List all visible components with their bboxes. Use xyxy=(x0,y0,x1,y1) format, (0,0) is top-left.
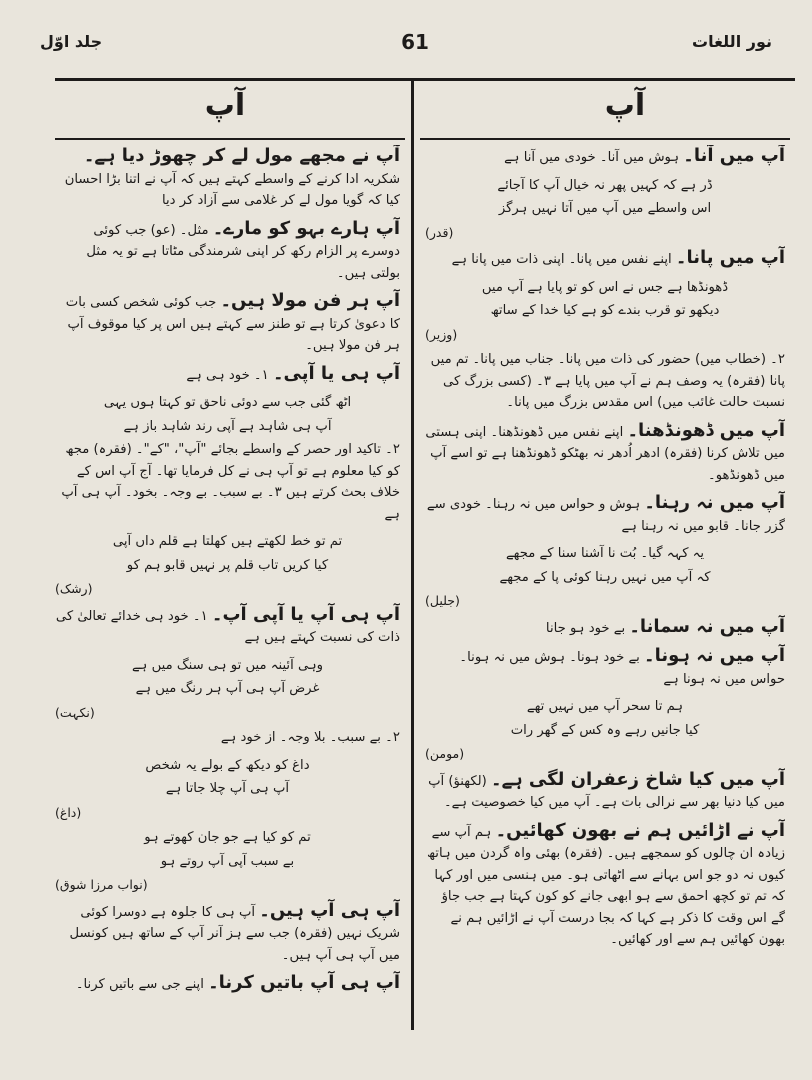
verse-line: غرض آپ ہی آپ ہر رنگ میں ہے xyxy=(135,681,320,696)
header-rule xyxy=(55,78,795,81)
poet-attribution: (نواب مرزا شوق) xyxy=(55,877,148,892)
headword: آپ ہی آپ باتیں کرنا۔ xyxy=(208,972,400,993)
headword: آپ نے مجھے مول لے کر چھوڑ دیا ہے۔ xyxy=(83,145,400,166)
definition: ہوش میں آنا۔ خودی میں آنا ہے xyxy=(504,150,680,165)
definition: اپنے جی سے باتیں کرنا۔ xyxy=(75,977,204,992)
headword: آپ ہر فن مولا ہیں۔ xyxy=(220,290,400,311)
definition: ہوش و حواس میں نہ رہنا۔ خودی سے گزر جانا۔ قابو میں نہ رہنا ہے xyxy=(426,497,785,534)
page-number: 61 xyxy=(401,30,429,54)
definition: بے خود ہو جانا xyxy=(545,620,626,636)
verse-line: بے سبب آپی آپ روتے ہو xyxy=(160,853,295,869)
dictionary-entry xyxy=(425,247,785,271)
headword: آپ ہارے بہو کو مارے۔ xyxy=(212,217,400,239)
verse-line: کیا کریں تاب قلم پر نہیں قابو ہم کو xyxy=(126,557,329,573)
verse-line: وہی آئینہ میں تو ہی سنگ میں ہے xyxy=(131,657,324,673)
poet-attribution: (جلیل) xyxy=(425,593,460,608)
verse-line: ڈھونڈھا ہے جس نے اس کو تو پایا ہے آپ میں xyxy=(481,279,729,295)
verse-line: دیکھو تو قرب بندے کو ہے کیا خدا کے ساتھ xyxy=(490,303,720,318)
dictionary-entry xyxy=(55,439,400,525)
dictionary-entry xyxy=(425,645,785,690)
dictionary-entry xyxy=(425,820,785,951)
poet-attribution: (داغ) xyxy=(55,804,82,820)
definition: ۲۔ (خطاب میں) حضور کی ذات میں پانا۔ جناب میں پانا۔ تم میں پانا (فقرہ) یہ وصف ہم نے آپ میں پایا ہے ۳۔ (کسی بزرگ کی نسبت حالت غائب میں) اس مقدس بزرگ میں پانا۔ xyxy=(430,352,785,410)
definition: مثل۔ (عو) جب کوئی دوسرے پر الزام رکھ کر اپنی شرمندگی مٹاتا ہے تو یہ مثل بولتی ہیں۔ xyxy=(86,222,400,281)
verse-line: آپ ہی آپ چلا جاتا ہے xyxy=(165,781,290,796)
definition: ۱۔ خود ہی ہے xyxy=(186,367,269,383)
definition: بے خود ہونا۔ ہوش میں نہ ہونا۔ حواس میں نہ ہونا ہے xyxy=(459,650,785,687)
definition: شکریہ ادا کرنے کے واسطے کہتے ہیں کہ آپ نے اتنا بڑا احسان کیا کہ گویا مول لے کر غلامی سے آزاد کر دیا xyxy=(64,171,400,208)
definition: ۲۔ تاکید اور حصر کے واسطے بجائے "آپ"، "کے"۔ (فقرہ) مجھ کو کیا معلوم ہے تو آپ ہی نے کل فرمایا تھا۔ آج آپ اس کے خلاف بحث کرتے ہیں ۳۔ بے سبب۔ بے وجہ۔ بخود۔ آپ ہی آپ ہے xyxy=(61,442,400,522)
running-head xyxy=(0,14,812,74)
verse-line: یہ کہہ گیا۔ بُت نا آشنا سنا کے مجھے xyxy=(505,546,705,561)
definition: ۲۔ بے سبب۔ بلا وجہ۔ از خود ہے xyxy=(220,730,400,745)
dictionary-entry xyxy=(425,492,785,537)
headword: آپ ہی آپ یا آپی آپ۔ xyxy=(211,603,400,625)
dictionary-entry xyxy=(425,420,785,487)
dictionary-entry xyxy=(55,972,400,996)
poet-attribution: (مومن) xyxy=(425,746,465,761)
verse-line: ڈر ہے کہ کہیں پھر نہ خیال آپ کا آجائے xyxy=(497,177,713,193)
headword: آپ میں ڈھونڈھنا۔ xyxy=(627,419,785,441)
poet-attribution: (رشک) xyxy=(55,581,93,596)
definition: اپنے نفس میں ڈھونڈھنا۔ اپنی ہستی میں تلاش کرنا (فقرہ) ادھر اُدھر نہ بھٹکو ڈھونڈھنا ہے تو اسے آپ میں ڈھونڈھو۔ xyxy=(425,424,785,483)
verse-line: تم کو کیا ہے جو جان کھوتے ہو xyxy=(144,830,311,845)
verse-line: کہ آپ میں نہیں رہنا کوئی پا کے مجھے xyxy=(499,569,711,585)
dictionary-entry xyxy=(55,145,400,212)
dictionary-entry xyxy=(425,349,785,414)
dictionary-entry xyxy=(425,616,785,640)
definition: اپنے نفس میں پانا۔ اپنی ذات میں پانا ہے xyxy=(451,252,672,267)
dictionary-entry xyxy=(55,218,400,285)
headword: آپ میں نہ رہنا۔ xyxy=(644,492,785,513)
definition: (لکھنؤ) آپ میں کیا دنیا بھر سے نرالی بات ہے۔ آپ میں کیا خصوصیت ہے۔ xyxy=(428,773,785,810)
verse-line: آپ ہی شاہد ہے آپی رند شاہد باز ہے xyxy=(123,418,332,434)
verse-line: کیا جانیں رہے وہ کس کے گھر رات xyxy=(510,722,700,738)
dictionary-entry xyxy=(55,900,400,967)
verse-line: داغ کو دیکھ کے بولے یہ شخص xyxy=(145,757,310,773)
definition: ۱۔ خود ہی خدائے تعالیٰ کی ذات کی نسبت کہتے ہیں ہے xyxy=(55,608,400,645)
column-divider xyxy=(411,80,414,1030)
definition: ہم آپ سے زیادہ ان چالوں کو سمجھے ہیں۔ (فقرہ) بھئی واہ گردن میں ہاتھ کیوں نہ دو جو اس بہانے سے اٹھاتی ہو۔ میں ہنسی میں اور کہا کہ تم تو کچھ احمق سے ہو ابھی جانے کو کون کہتا ہے جب جاؤ گے اس وقت کا ذکر ہے کہا کہ بجا درست آپ نے اڑائیں ہم نے بھون کھائیں ہم سے اور کھائیں۔ xyxy=(426,824,785,947)
dictionary-entry xyxy=(55,727,400,749)
dictionary-entry xyxy=(425,145,785,169)
left-column-heading: آپ xyxy=(204,88,246,123)
verse-line: اٹھ گئی جب سے دوئی ناحق تو کہتا ہوں یہی xyxy=(103,395,352,410)
left-heading-rule xyxy=(55,138,405,140)
left-column xyxy=(55,145,400,1025)
headword: آپ میں کیا شاخ زعفران لگی ہے۔ xyxy=(491,768,785,790)
headword: آپ میں نہ سمانا۔ xyxy=(629,615,785,637)
dictionary-entry xyxy=(55,363,400,387)
verse-line: تم تو خط لکھتے ہیں کھلتا ہے قلم داں آپی xyxy=(112,534,343,549)
poet-attribution: (وزیر) xyxy=(425,326,458,342)
dictionary-entry xyxy=(55,604,400,649)
definition: آپ ہی کا جلوہ ہے دوسرا کوئی شریک نہیں (فقرہ) جب سے ہز آنر آپ کے ساتھ ہیں کونسل میں آپ ہی آپ ہیں۔ xyxy=(69,904,400,963)
volume-label: جلد اوّل xyxy=(40,32,103,51)
verse-line: اس واسطے میں آپ میں آتا نہیں ہرگز xyxy=(498,201,712,216)
right-heading-rule xyxy=(420,138,790,140)
book-title: نور اللغات xyxy=(692,32,772,51)
right-column xyxy=(425,145,785,1025)
headword: آپ میں نہ ہونا۔ xyxy=(644,645,785,666)
definition: جب کوئی شخص کسی بات کا دعویٰ کرتا ہے تو طنز سے کہتے ہیں اس پر کیا موقوف آپ ہر فن مولا ہیں۔ xyxy=(65,295,400,353)
poet-attribution: (نکہت) xyxy=(55,704,95,720)
dictionary-entry xyxy=(425,769,785,814)
headword: آپ میں آنا۔ xyxy=(683,145,785,166)
verse-line: ہم تا سحر آپ میں نہیں تھے xyxy=(526,699,684,714)
headword: آپ ہی یا آپی۔ xyxy=(272,362,400,384)
right-column-heading: آپ xyxy=(604,88,646,123)
headword: آپ نے اڑائیں ہم نے بھون کھائیں۔ xyxy=(495,819,785,841)
headword: آپ میں پانا۔ xyxy=(675,247,785,268)
poet-attribution: (قدر) xyxy=(425,224,454,240)
dictionary-entry xyxy=(55,290,400,357)
headword: آپ ہی آپ ہیں۔ xyxy=(259,899,400,921)
